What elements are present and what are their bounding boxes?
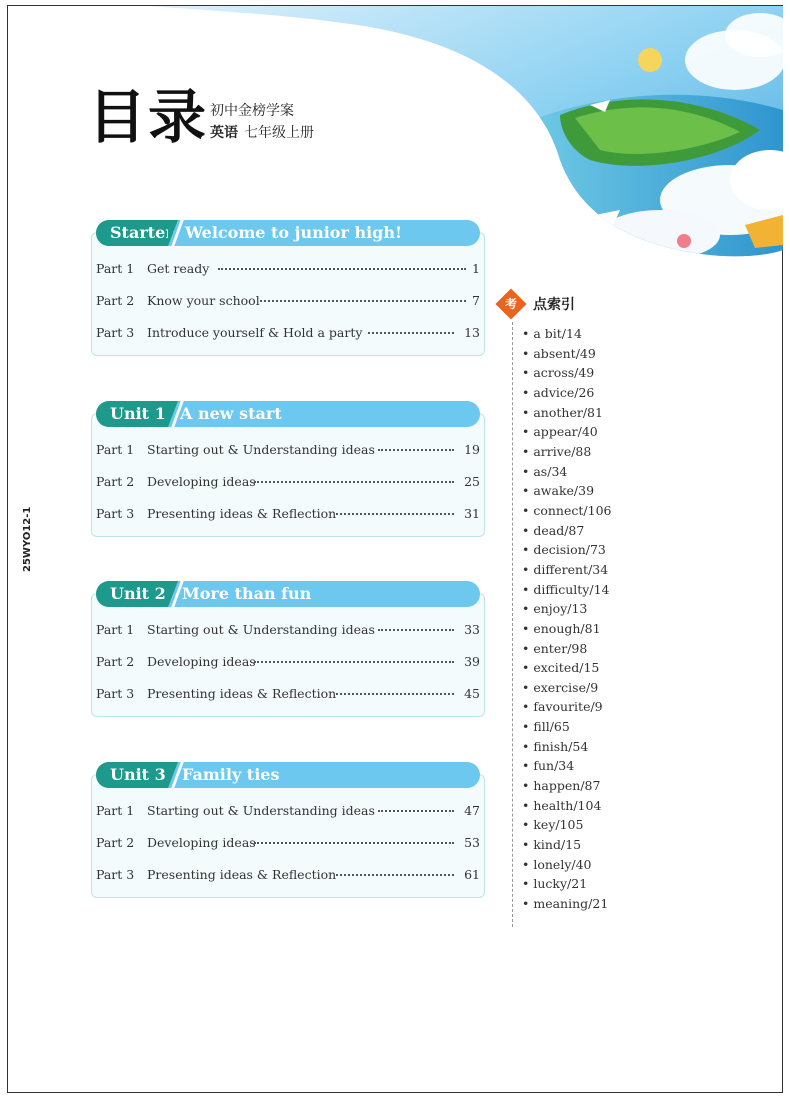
unit-title: Welcome to junior high! (185, 223, 403, 242)
index-entry[interactable]: • fun/34 (522, 758, 611, 778)
leader-dots (254, 481, 454, 483)
part-name: Know your school (147, 293, 260, 308)
page-number: 7 (472, 293, 480, 308)
leader-dots (378, 810, 454, 812)
index-entry[interactable]: • enjoy/13 (522, 601, 611, 621)
index-entry[interactable]: • enter/98 (522, 641, 611, 661)
page-number: 61 (464, 867, 480, 882)
part-number: Part 1 (96, 622, 135, 637)
index-entry[interactable]: • awake/39 (522, 483, 611, 503)
toc-row[interactable] (96, 867, 480, 887)
subject-name: 英语 (210, 125, 238, 141)
index-entry[interactable]: • fill/65 (522, 719, 611, 739)
series-name: 初中金榜学案 (210, 103, 294, 119)
page-number: 33 (464, 622, 480, 637)
index-entry[interactable]: • finish/54 (522, 739, 611, 759)
part-name: Starting out & Understanding ideas (147, 442, 375, 457)
index-entry[interactable]: • exercise/9 (522, 680, 611, 700)
index-entry[interactable]: • advice/26 (522, 385, 611, 405)
index-entry[interactable]: • decision/73 (522, 542, 611, 562)
unit-header-bar (96, 220, 480, 246)
part-number: Part 1 (96, 803, 135, 818)
index-entry[interactable]: • favourite/9 (522, 699, 611, 719)
leader-dots (336, 874, 454, 876)
index-entry[interactable]: • health/104 (522, 798, 611, 818)
page-number: 31 (464, 506, 480, 521)
toc-row[interactable] (96, 293, 480, 313)
part-name: Presenting ideas & Reflection (147, 686, 337, 701)
toc-row[interactable] (96, 442, 480, 462)
part-name: Starting out & Understanding ideas (147, 622, 375, 637)
side-code: 25WYO12-1 (22, 506, 33, 572)
index-divider (512, 322, 513, 927)
index-entry[interactable]: • across/49 (522, 365, 611, 385)
toc-row[interactable] (96, 803, 480, 823)
index-entry[interactable]: • kind/15 (522, 837, 611, 857)
part-number: Part 3 (96, 686, 135, 701)
part-name: Get ready (147, 261, 210, 276)
unit-header-bar (96, 401, 480, 427)
part-number: Part 1 (96, 261, 135, 276)
leader-dots (378, 449, 454, 451)
part-name: Developing ideas (147, 835, 256, 850)
part-number: Part 2 (96, 654, 135, 669)
part-name: Developing ideas (147, 474, 256, 489)
toc-row[interactable] (96, 325, 480, 345)
leader-dots (218, 268, 466, 270)
part-number: Part 2 (96, 474, 135, 489)
part-name: Starting out & Understanding ideas (147, 803, 375, 818)
part-name: Presenting ideas & Reflection (147, 867, 337, 882)
page-number: 39 (464, 654, 480, 669)
index-entry[interactable]: • arrive/88 (522, 444, 611, 464)
unit-header-bar (96, 762, 480, 788)
leader-dots (254, 661, 454, 663)
index-entry[interactable]: • difficulty/14 (522, 582, 611, 602)
index-entry[interactable]: • excited/15 (522, 660, 611, 680)
unit-label: Unit 3 (96, 762, 168, 788)
index-list (522, 326, 611, 916)
part-number: Part 3 (96, 325, 135, 340)
unit-title: Family ties (182, 765, 280, 784)
index-title: 点索引 (533, 297, 575, 313)
part-number: Part 2 (96, 293, 135, 308)
leader-dots (254, 842, 454, 844)
toc-row[interactable] (96, 622, 480, 642)
toc-row[interactable] (96, 474, 480, 494)
unit-label: Unit 1 (96, 401, 168, 427)
part-number: Part 2 (96, 835, 135, 850)
subject-grade (210, 122, 314, 142)
index-entry[interactable]: • another/81 (522, 405, 611, 425)
index-entry[interactable]: • meaning/21 (522, 896, 611, 916)
index-entry[interactable]: • key/105 (522, 817, 611, 837)
grade-name: 七年级上册 (244, 125, 314, 141)
unit-header-bar (96, 581, 480, 607)
unit-label: Starter (96, 220, 168, 246)
part-number: Part 1 (96, 442, 135, 457)
part-name: Developing ideas (147, 654, 256, 669)
index-entry[interactable]: • appear/40 (522, 424, 611, 444)
part-name: Presenting ideas & Reflection (147, 506, 337, 521)
leader-dots (336, 513, 454, 515)
toc-row[interactable] (96, 686, 480, 706)
unit-title: A new start (180, 404, 282, 423)
leader-dots (336, 693, 454, 695)
page-number: 47 (464, 803, 480, 818)
index-entry[interactable]: • different/34 (522, 562, 611, 582)
index-entry[interactable]: • connect/106 (522, 503, 611, 523)
part-number: Part 3 (96, 867, 135, 882)
toc-row[interactable] (96, 835, 480, 855)
leader-dots (260, 300, 466, 302)
index-entry[interactable]: • dead/87 (522, 523, 611, 543)
page-number: 45 (464, 686, 480, 701)
index-entry[interactable]: • as/34 (522, 464, 611, 484)
page-number: 13 (464, 325, 480, 340)
index-entry[interactable]: • happen/87 (522, 778, 611, 798)
leader-dots (378, 629, 454, 631)
index-entry[interactable]: • lonely/40 (522, 857, 611, 877)
part-name: Introduce yourself & Hold a party (147, 325, 363, 340)
page-number: 53 (464, 835, 480, 850)
toc-row[interactable] (96, 506, 480, 526)
page-number: 1 (472, 261, 480, 276)
toc-row[interactable] (96, 654, 480, 674)
page-number: 19 (464, 442, 480, 457)
unit-title: More than fun (182, 584, 312, 603)
toc-row[interactable] (96, 261, 480, 281)
unit-label: Unit 2 (96, 581, 168, 607)
index-entry[interactable]: • a bit/14 (522, 326, 611, 346)
leader-dots (368, 332, 454, 334)
index-badge-text: 考 (504, 297, 517, 311)
page-number: 25 (464, 474, 480, 489)
page-title: 目录 (88, 83, 209, 151)
part-number: Part 3 (96, 506, 135, 521)
index-entry[interactable]: • enough/81 (522, 621, 611, 641)
index-entry[interactable]: • lucky/21 (522, 876, 611, 896)
index-entry[interactable]: • absent/49 (522, 346, 611, 366)
